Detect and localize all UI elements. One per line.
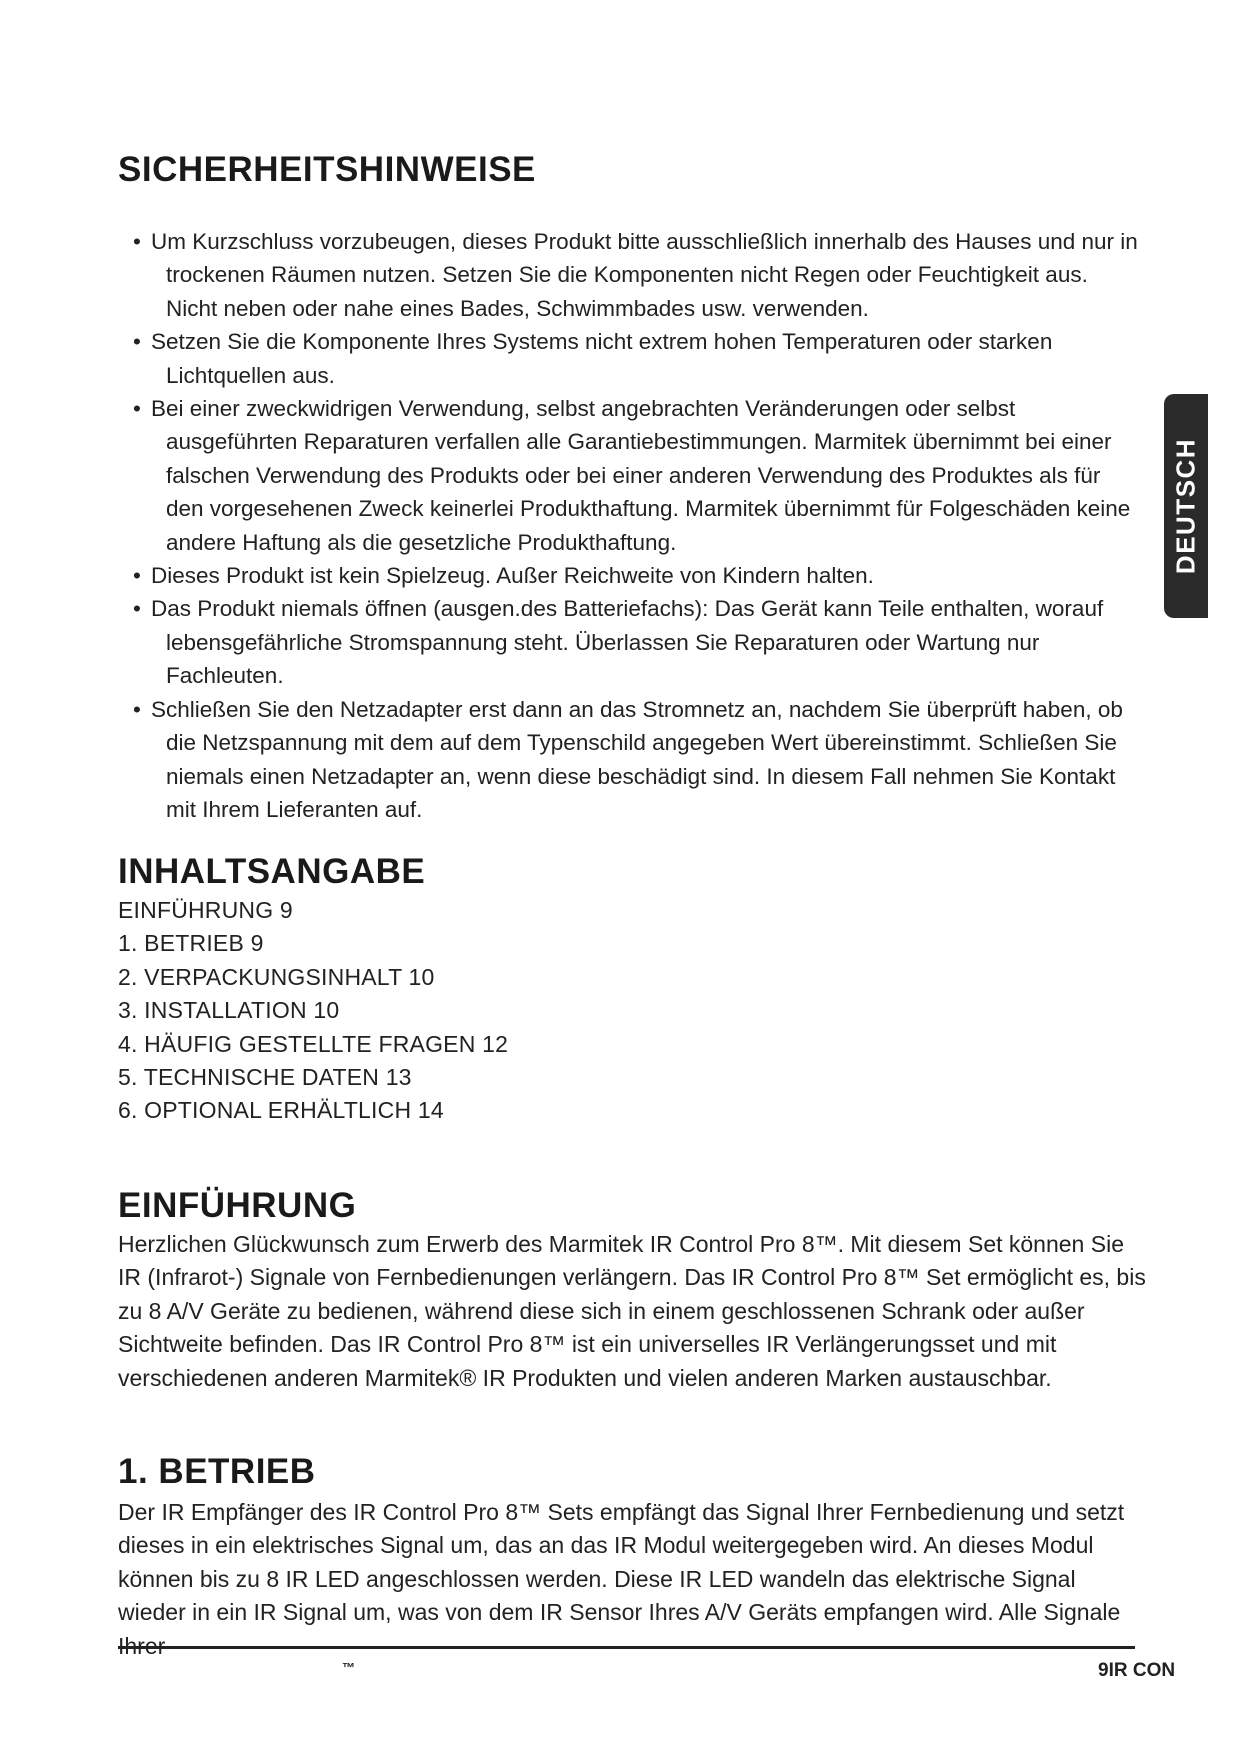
toc-item: 1. BETRIEB 9 xyxy=(118,930,264,957)
footer-divider xyxy=(118,1646,1135,1649)
bullet-icon: • xyxy=(133,396,141,422)
contents-heading: INHALTSANGABE xyxy=(118,852,426,891)
safety-item: • Schließen Sie den Netzadapter erst dann an das Stromnetz an, nachdem Sie überprüft haben, ob die Netzspannung mit dem auf dem Typenschild angegeben Wert übereinstimmt. Schließen Sie niemals einen Netzadapter an, wenn diese beschädigt sind. In diesem Fall nehmen Sie Kontakt mit Ihrem Lieferanten auf. xyxy=(118,693,1138,827)
bullet-icon: • xyxy=(133,696,141,722)
safety-item: • Bei einer zweckwidrigen Verwendung, selbst angebrachten Veränderungen oder selbst ausgeführten Reparaturen verfallen alle Garantiebestimmungen. Marmitek übernimmt bei einer falschen Verwendung des Produkts oder bei einer anderen Verwendung des Produktes als für den vorgesehenen Zweck keinerlei Produkthaftung. Marmitek übernimmt für Folgeschäden keine andere Haftung als die gesetzliche Produkthaftung. xyxy=(118,392,1138,559)
operation-heading: 1. BETRIEB xyxy=(118,1452,316,1491)
language-tab-label: DEUTSCH xyxy=(1170,437,1201,575)
operation-paragraph: Der IR Empfänger des IR Control Pro 8™ Sets empfängt das Signal Ihrer Fernbedienung und setzt dieses in ein elektrisches Signal um, das an das IR Modul weitergegeben wird. An dieses Modul können bis zu 8 IR LED angeschlossen werden. Diese IR LED wandeln das elektrische Signal wieder in ein IR Signal um, was von dem IR Sensor Ihres A/V Geräts empfangen wird. Alle Signale xyxy=(118,1499,1125,1626)
safety-list xyxy=(118,225,1138,826)
language-tab xyxy=(1164,394,1208,618)
safety-item: • Setzen Sie die Komponente Ihres Systems nicht extrem hohen Temperaturen oder starken Lichtquellen aus. xyxy=(118,325,1138,392)
bullet-icon: • xyxy=(133,229,141,254)
table-of-contents xyxy=(118,894,508,1128)
toc-item: 3. INSTALLATION 10 xyxy=(118,997,340,1024)
bullet-icon: • xyxy=(133,596,141,622)
toc-item: EINFÜHRUNG 9 xyxy=(118,897,293,923)
bullet-icon: • xyxy=(133,563,141,589)
safety-item: • Das Produkt niemals öffnen (ausgen.des Batteriefachs): Das Gerät kann Teile enthalten, worauf lebensgefährliche Stromspannung steht. Überlassen Sie Reparaturen oder Wartung nur Fachleuten. xyxy=(118,592,1138,692)
toc-item: 4. HÄUFIG GESTELLTE FRAGEN 12 xyxy=(118,1030,509,1057)
toc-item: 2. VERPACKUNGSINHALT 10 xyxy=(118,963,435,990)
bullet-icon: • xyxy=(133,329,141,355)
footer-trademark: ™ xyxy=(342,1660,355,1675)
safety-heading: SICHERHEITSHINWEISE xyxy=(118,150,536,189)
safety-item: • Um Kurzschluss vorzubeugen, dieses Produkt bitte ausschließlich innerhalb des Hauses und nur in trockenen Räumen nutzen. Setzen Sie die Komponenten nicht Regen oder Feuchtigkeit aus. Nicht neben oder nahe eines Bades, Schwimmbades usw. verwenden. xyxy=(118,225,1138,325)
toc-item: 5. TECHNISCHE DATEN 13 xyxy=(118,1064,412,1091)
intro-paragraph: Herzlichen Glückwunsch zum Erwerb des Marmitek IR Control Pro 8™. Mit diesem Set können Sie IR (Infrarot-) Signale von Fernbedienungen verlängern. Das IR Control Pro 8™ Set ermöglicht es, bis zu 8 A/V Geräte zu bedienen, während diese sich in einem geschlossenen Schrank oder außer Sichtweite befinden. Das IR Control Pro 8™ ist ein universelles IR Verlängerungsset und mit verschiedenen anderen Marmitek® IR Produkten und vielen anderen Marken austauschbar. xyxy=(118,1231,1146,1391)
toc-item: 6. OPTIONAL ERHÄLTLICH 14 xyxy=(118,1097,444,1124)
footer-page-label: 9IR CON xyxy=(1098,1660,1176,1681)
intro-heading: EINFÜHRUNG xyxy=(118,1186,357,1225)
safety-item: • Dieses Produkt ist kein Spielzeug. Außer Reichweite von Kindern halten. xyxy=(118,559,1138,592)
